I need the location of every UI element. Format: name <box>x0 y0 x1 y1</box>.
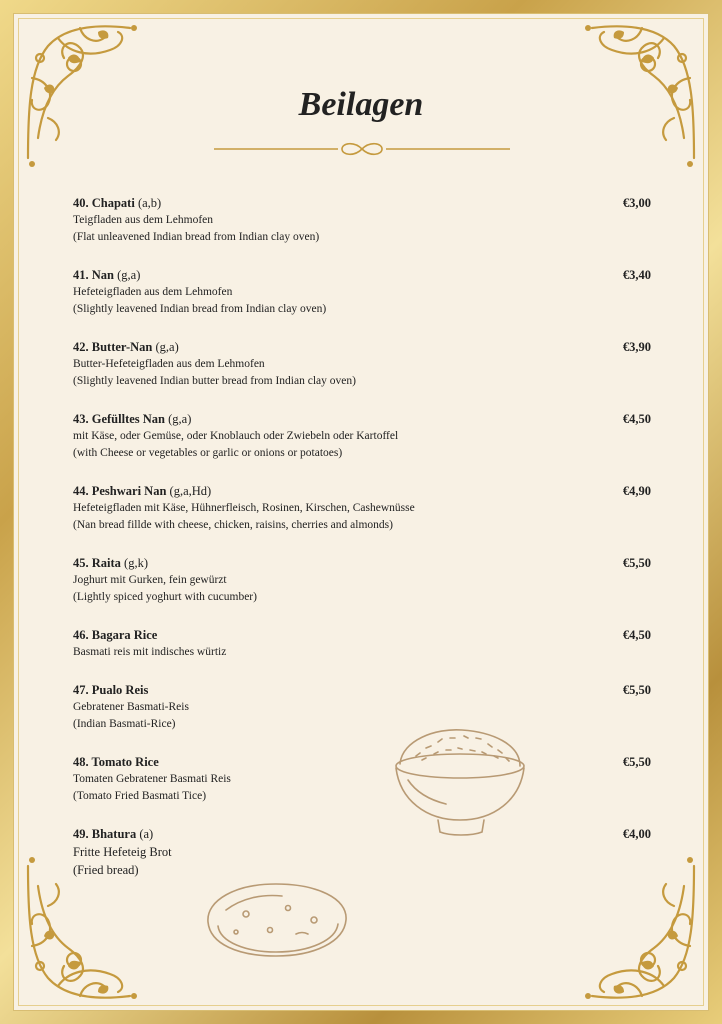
list-item <box>73 482 651 534</box>
item-allergens: (g,a) <box>155 340 179 354</box>
item-allergens: (g,a) <box>168 412 192 426</box>
item-price: €5,50 <box>622 683 651 697</box>
item-price: €4,50 <box>622 628 651 642</box>
list-item <box>73 194 651 246</box>
item-price: €3,90 <box>622 340 651 354</box>
item-price: €3,00 <box>622 196 651 210</box>
item-name: 49. Bhatura <box>73 827 137 841</box>
item-description: Hefeteigfladen mit Käse, Hühnerfleisch, Rosinen, Kirschen, Cashewnüsse <box>73 502 415 514</box>
item-translation: (Slightly leavened Indian butter bread from Indian clay oven) <box>73 375 356 387</box>
item-name: 41. Nan <box>73 268 114 282</box>
rice-bowl-icon <box>386 720 534 842</box>
item-description: Basmati reis mit indisches würtiz <box>73 646 227 658</box>
item-allergens: (a) <box>139 827 154 841</box>
list-item <box>73 825 651 879</box>
item-name: 48. Tomato Rice <box>73 755 159 769</box>
item-description: Butter-Hefeteigfladen aus dem Lehmofen <box>73 358 265 370</box>
item-price: €3,40 <box>622 268 651 282</box>
item-allergens: (a,b) <box>137 196 162 210</box>
item-price: €4,50 <box>622 412 651 426</box>
item-description: Hefeteigfladen aus dem Lehmofen <box>73 286 233 298</box>
item-description: Joghurt mit Gurken, fein gewürzt <box>73 574 227 586</box>
item-price: €4,90 <box>622 484 651 498</box>
menu-panel <box>13 13 709 1011</box>
item-description: Tomaten Gebratener Basmati Reis <box>73 773 231 785</box>
item-name: 42. Butter-Nan <box>73 340 153 354</box>
item-allergens: (g,k) <box>124 556 148 570</box>
item-name: 43. Gefülltes Nan <box>73 412 166 426</box>
item-price: €5,50 <box>622 755 651 769</box>
item-translation: (with Cheese or vegetables or garlic or onions or potatoes) <box>73 447 343 459</box>
item-name: 46. Bagara Rice <box>73 628 158 642</box>
item-description: Gebratener Basmati-Reis <box>73 701 189 713</box>
menu-list <box>73 194 651 899</box>
list-item <box>73 753 651 805</box>
list-item <box>73 681 651 733</box>
item-translation: (Lightly spiced yoghurt with cucumber) <box>73 591 257 603</box>
list-item <box>73 410 651 462</box>
item-description: mit Käse, oder Gemüse, oder Knoblauch oder Zwiebeln oder Kartoffel <box>73 430 399 442</box>
item-name: 47. Pualo Reis <box>73 683 149 697</box>
item-translation: (Slightly leavened Indian bread from Indian clay oven) <box>73 303 327 315</box>
page-title: Beilagen <box>298 86 424 123</box>
item-name: 45. Raita <box>73 556 121 570</box>
list-item <box>73 626 651 661</box>
list-item <box>73 338 651 390</box>
item-price: €5,50 <box>622 556 651 570</box>
item-translation: (Indian Basmati-Rice) <box>73 718 176 730</box>
item-allergens: (g,a,Hd) <box>169 484 212 498</box>
item-description: Fritte Hefeteig Brot <box>73 845 172 859</box>
item-name: 44. Peshwari Nan <box>73 484 167 498</box>
item-price: €4,00 <box>622 827 651 841</box>
item-translation: (Nan bread fillde with cheese, chicken, raisins, cherries and almonds) <box>73 519 393 531</box>
item-description: Teigfladen aus dem Lehmofen <box>73 214 214 226</box>
item-allergens: (g,a) <box>117 268 141 282</box>
list-item <box>73 554 651 606</box>
list-item <box>73 266 651 318</box>
item-translation: (Flat unleavened Indian bread from Indian clay oven) <box>73 231 320 243</box>
item-name: 40. Chapati <box>73 196 135 210</box>
flatbread-icon <box>196 876 356 964</box>
divider-flourish-icon <box>214 140 510 158</box>
item-translation: (Tomato Fried Basmati Tice) <box>73 790 207 802</box>
item-translation: (Fried bread) <box>73 863 139 877</box>
